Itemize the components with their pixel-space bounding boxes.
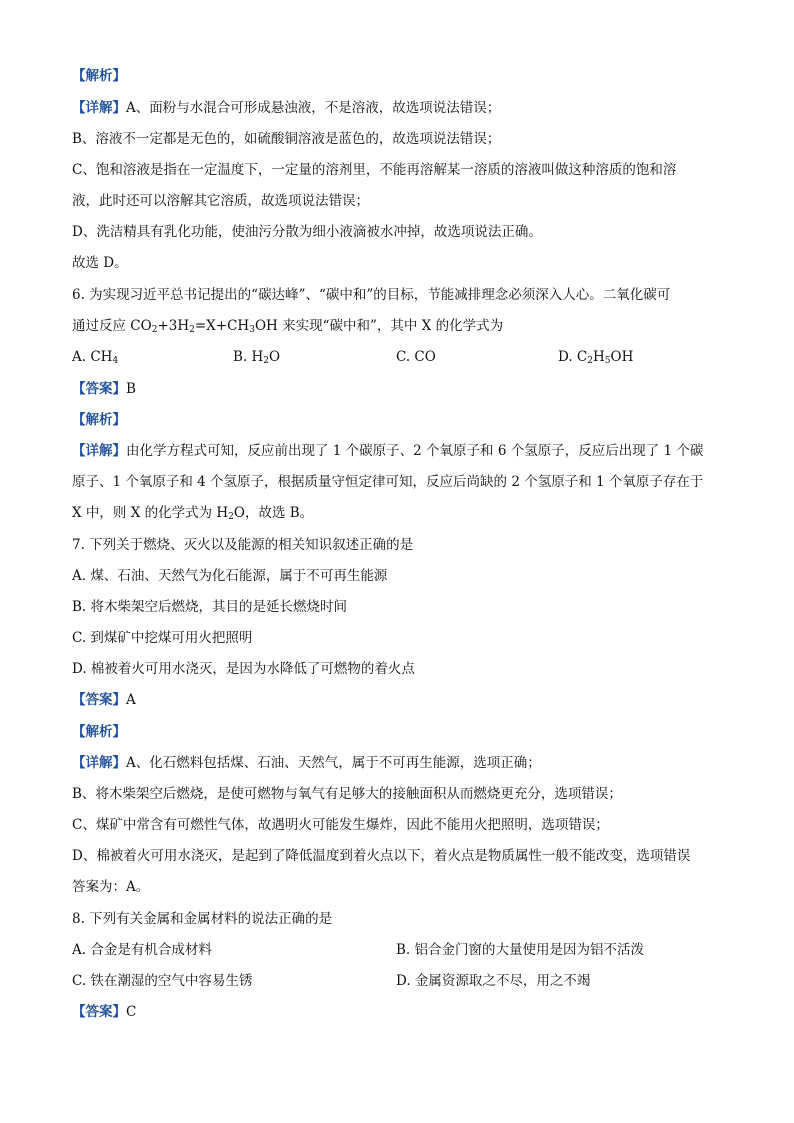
analysis-tag: 【解析】 [72,68,126,84]
detail-line: D、棉被着火可用水浇灭，是起到了降低温度到着火点以下，着火点是物质属性一般不能改变，选项错误 [72,848,691,864]
option-text: OH [610,349,634,365]
answer-line [72,1002,724,1022]
analysis-tag: 【解析】 [72,412,126,428]
equation-text: +3H [157,318,190,334]
option-a [72,347,118,367]
answer-tag: 【答案】 [72,381,126,397]
detail-line [72,441,724,461]
option-text: C. CO [396,349,436,365]
detail-text: A、化石燃料包括煤、石油、天然气，属于不可再生能源，选项正确； [126,755,541,771]
equation-text: 通过反应 CO [72,318,152,334]
question-7-stem: 7. 下列关于燃烧、灭火以及能源的相关知识叙述正确的是 [72,537,414,553]
question-8-stem: 8. 下列有关金属和金属材料的说法正确的是 [72,911,333,927]
detail-text: O，故选 B。 [233,505,314,521]
analysis-tag: 【解析】 [72,724,126,740]
detail-tag: 【详解】 [72,755,126,771]
detail-line: B、将木柴架空后燃烧，是使可燃物与氧气有足够大的接触面积从而燃烧更充分，选项错误； [72,786,622,802]
option-c: C. 到煤矿中挖煤可用火把照明 [72,630,253,646]
answer-line [72,690,724,710]
detail-text: A、面粉与水混合可形成悬浊液，不是溶液，故选项说法错误； [126,100,501,116]
option-text: B. H [233,349,264,365]
detail-line: 原子、1 个氧原子和 4 个氢原子，根据质量守恒定律可知，反应后尚缺的 2 个氢原子和 1 个氧原子存在于 [72,474,704,490]
answer-tag: 【答案】 [72,692,126,708]
option-d [558,347,633,367]
answer-value: B [126,381,136,397]
option-b: B. 铝合金门窗的大量使用是因为铝不活泼 [396,942,645,958]
detail-line [72,753,724,773]
equation-text: OH 来实现“碳中和”，其中 X 的化学式为 [254,318,504,334]
option-c: C. 铁在潮湿的空气中容易生锈 [72,973,253,989]
option-text: H [593,349,605,365]
detail-tag: 【详解】 [72,100,126,116]
option-text: A. CH [72,349,113,365]
subscript: 4 [112,356,119,366]
equation-text: =X+CH [194,318,250,334]
option-a: A. 合金是有机合成材料 [72,942,212,958]
detail-line: C、煤矿中常含有可燃性气体，故遇明火可能发生爆炸，因此不能用火把照明，选项错误； [72,817,609,833]
detail-text: X 中，则 X 的化学式为 H [72,505,229,521]
detail-line: D、洗洁精具有乳化功能，使油污分散为细小液滴被水冲掉，故选项说法正确。 [72,224,542,240]
answer-value: C [126,1004,137,1020]
option-b: B. 将木柴架空后燃烧，其目的是延长燃烧时间 [72,599,348,615]
option-a: A. 煤、石油、天然气为化石能源，属于不可再生能源 [72,568,388,584]
option-b [233,347,280,367]
question-6-equation-line [72,316,724,336]
detail-line: 液，此时还可以溶解其它溶质，故选项说法错误； [72,193,369,209]
subscript: 2 [587,356,593,366]
option-text: O [269,349,281,365]
detail-tag: 【详解】 [72,443,126,459]
subscript: 3 [249,325,255,335]
option-d: D. 金属资源取之不尽，用之不竭 [396,973,591,989]
subscript: 2 [228,512,234,522]
detail-line [72,503,724,523]
subscript: 2 [189,325,195,335]
conclusion-line: 故选 D。 [72,255,128,271]
analysis-heading [72,722,724,742]
subscript: 2 [263,356,270,366]
analysis-heading [72,410,724,430]
answer-line [72,379,724,399]
option-c [396,347,436,367]
answer-value: A [126,692,136,708]
option-text: D. C [558,349,588,365]
subscript: 5 [604,356,611,366]
detail-line: C、饱和溶液是指在一定温度下，一定量的溶剂里，不能再溶解某一溶质的溶液叫做这种溶质的饱和溶 [72,162,677,178]
option-d: D. 棉被着火可用水浇灭，是因为水降低了可燃物的着火点 [72,661,415,677]
conclusion-line: 答案为：A。 [72,879,150,895]
subscript: 2 [151,325,158,335]
analysis-heading [72,66,724,86]
detail-text: 由化学方程式可知，反应前出现了 1 个碳原子、2 个氧原子和 6 个氢原子，反应后出现了 1 个碳 [126,443,704,459]
detail-line [72,98,724,118]
question-6-stem: 6. 为实现习近平总书记提出的“碳达峰”、“碳中和”的目标，节能减排理念必须深入人心。二氧化碳可 [72,287,671,303]
answer-tag: 【答案】 [72,1004,126,1020]
detail-line: B、溶液不一定都是无色的，如硫酸铜溶液是蓝色的，故选项说法错误； [72,131,501,147]
